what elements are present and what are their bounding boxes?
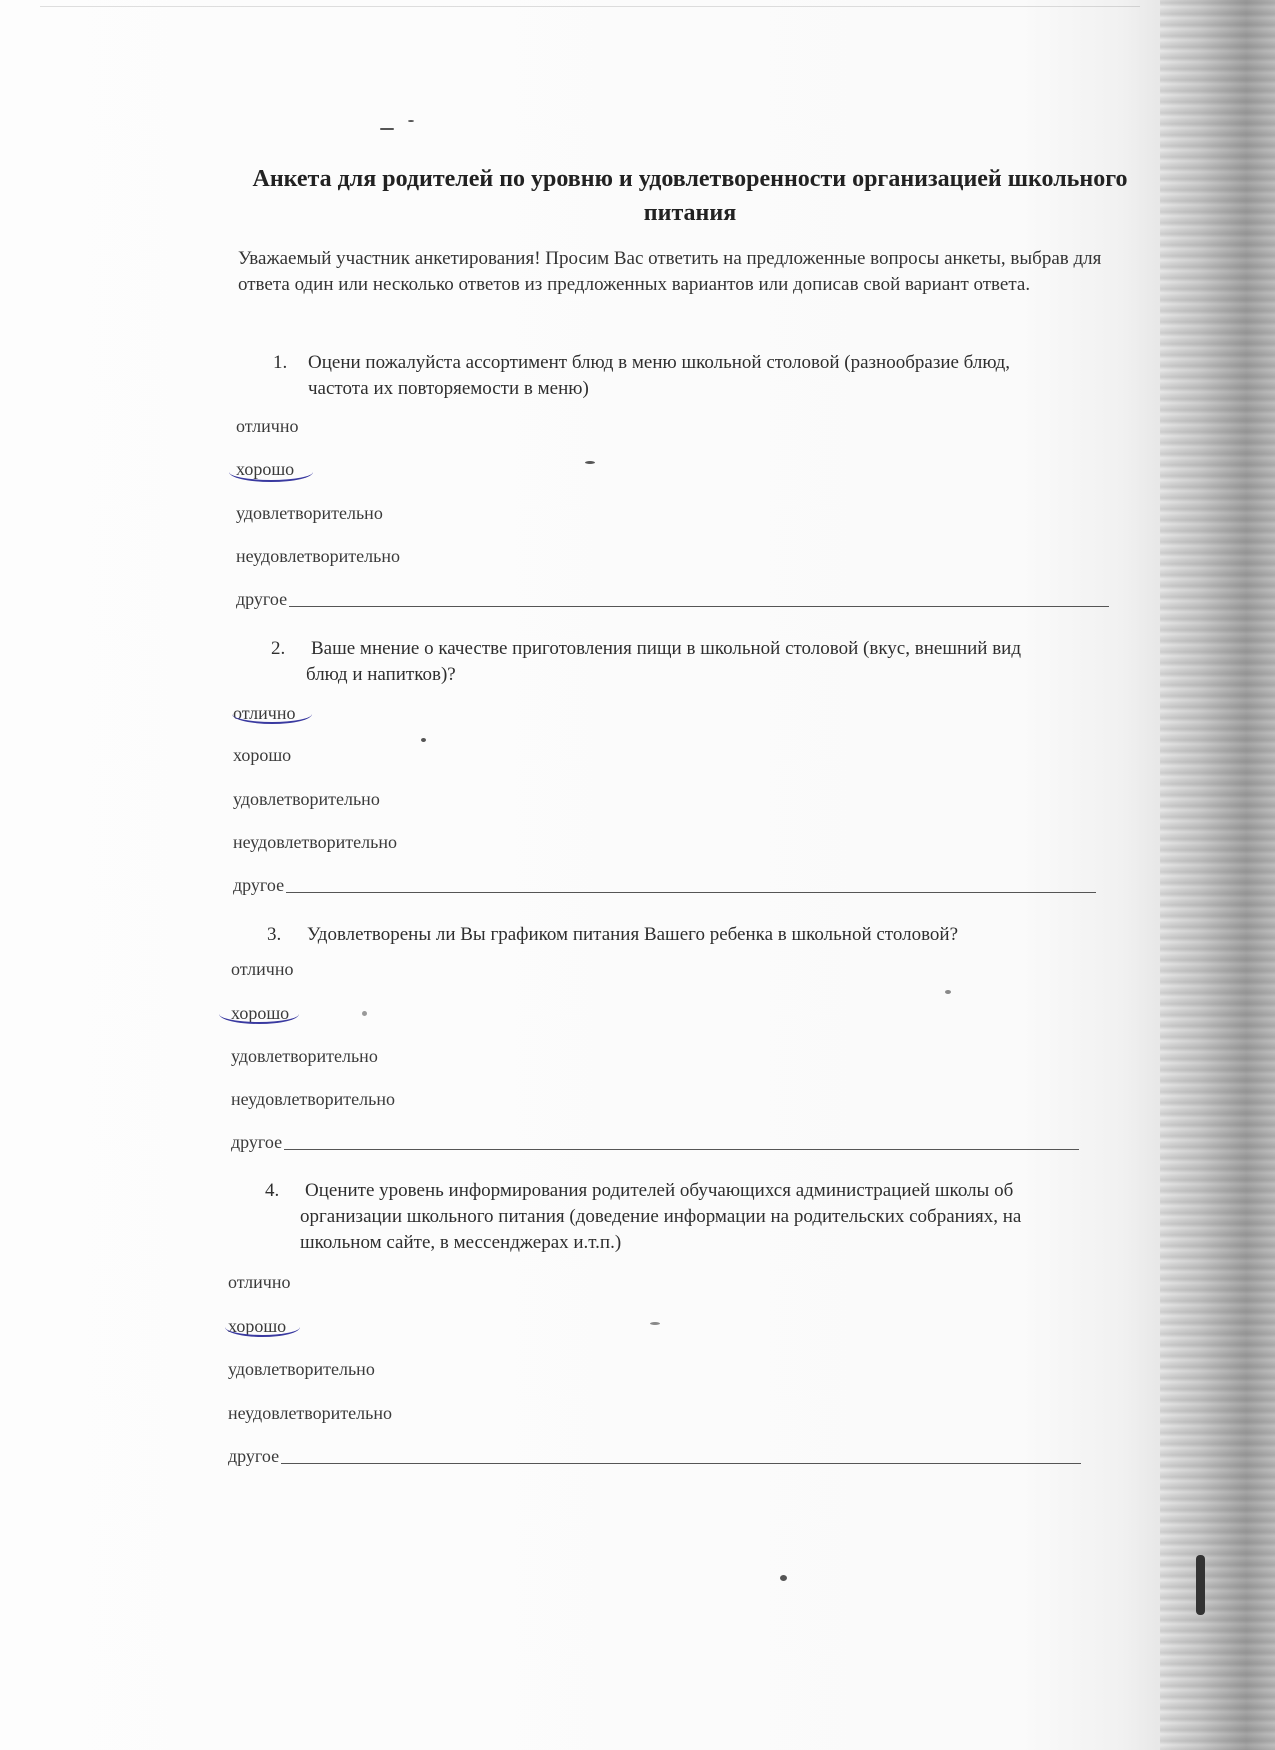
pen-underline-mark: [229, 472, 313, 482]
scan-speck: [380, 128, 394, 130]
question-text: организации школьного питания (доведение информации на родительских собраниях, на: [300, 1206, 1022, 1227]
question-text: частота их повторяемости в меню): [308, 378, 589, 399]
option-other-label: другое: [231, 1132, 283, 1152]
scan-speck: [362, 1011, 367, 1016]
option-other[interactable]: [236, 588, 1109, 610]
option-excellent[interactable]: отлично: [231, 959, 294, 979]
question-2: [271, 636, 1151, 688]
scan-speck: [1196, 1555, 1205, 1615]
question-1: [273, 350, 1143, 402]
question-number: 1.: [273, 352, 288, 373]
option-other-label: другое: [236, 589, 288, 609]
question-text: Оцени пожалуйста ассортимент блюд в меню школьной столовой (разнообразие блюд,: [308, 352, 1011, 373]
question-text: школьном сайте, в мессенджерах и.т.п.): [300, 1232, 622, 1253]
option-excellent[interactable]: отлично: [236, 416, 299, 436]
answer-blank-line[interactable]: [286, 892, 1096, 893]
option-excellent[interactable]: отлично: [228, 1272, 291, 1292]
scan-speck: [408, 120, 414, 122]
question-3: [267, 922, 1147, 948]
option-good[interactable]: хорошо: [228, 1316, 287, 1336]
answer-blank-line[interactable]: [289, 606, 1109, 607]
option-other[interactable]: [233, 874, 1096, 896]
option-other-label: другое: [228, 1446, 280, 1466]
scan-speck: [780, 1575, 787, 1581]
scan-speck: [585, 461, 595, 464]
question-text: Ваше мнение о качестве приготовления пищи в школьной столовой (вкус, внешний вид: [311, 638, 1022, 659]
option-other[interactable]: [231, 1131, 1079, 1153]
question-4: [265, 1178, 1165, 1256]
question-text: Удовлетворены ли Вы графиком питания Вашего ребенка в школьной столовой?: [307, 924, 959, 945]
answer-blank-line[interactable]: [281, 1463, 1081, 1464]
option-other[interactable]: [228, 1445, 1081, 1467]
question-number: 3.: [267, 924, 282, 945]
question-text: блюд и напитков)?: [306, 664, 456, 685]
option-unsatisfactory[interactable]: неудовлетворительно: [228, 1403, 392, 1423]
question-text: Оцените уровень информирования родителей обучающихся администрацией школы об: [305, 1180, 1014, 1201]
option-other-label: другое: [233, 875, 285, 895]
question-number: 2.: [271, 638, 286, 659]
scan-speck: [945, 990, 951, 994]
option-satisfactory[interactable]: удовлетворительно: [233, 789, 380, 809]
intro-text: Уважаемый участник анкетирования! Просим Вас ответить на предложенные вопросы анкеты, выбрав для ответа один или несколько ответов из предложенных вариантов или дописав свой вариант ответа.: [238, 248, 1102, 295]
option-satisfactory[interactable]: удовлетворительно: [228, 1359, 375, 1379]
scan-edge-shadow: [1160, 0, 1275, 1750]
option-unsatisfactory[interactable]: неудовлетворительно: [233, 832, 397, 852]
scan-speck: [650, 1322, 660, 1325]
question-number: 4.: [265, 1180, 280, 1201]
option-satisfactory[interactable]: удовлетворительно: [231, 1046, 378, 1066]
option-good[interactable]: хорошо: [231, 1003, 290, 1023]
option-unsatisfactory[interactable]: неудовлетворительно: [231, 1089, 395, 1109]
option-good[interactable]: хорошо: [236, 459, 295, 479]
answer-blank-line[interactable]: [284, 1149, 1079, 1150]
option-good[interactable]: хорошо: [233, 745, 292, 765]
page-title: Анкета для родителей по уровню и удовлетворенности организацией школьного питания: [252, 166, 1128, 226]
option-satisfactory[interactable]: удовлетворительно: [236, 503, 383, 523]
option-unsatisfactory[interactable]: неудовлетворительно: [236, 546, 400, 566]
scan-top-edge: [40, 6, 1140, 7]
option-excellent[interactable]: отлично: [233, 703, 296, 723]
scan-speck: [421, 738, 426, 742]
